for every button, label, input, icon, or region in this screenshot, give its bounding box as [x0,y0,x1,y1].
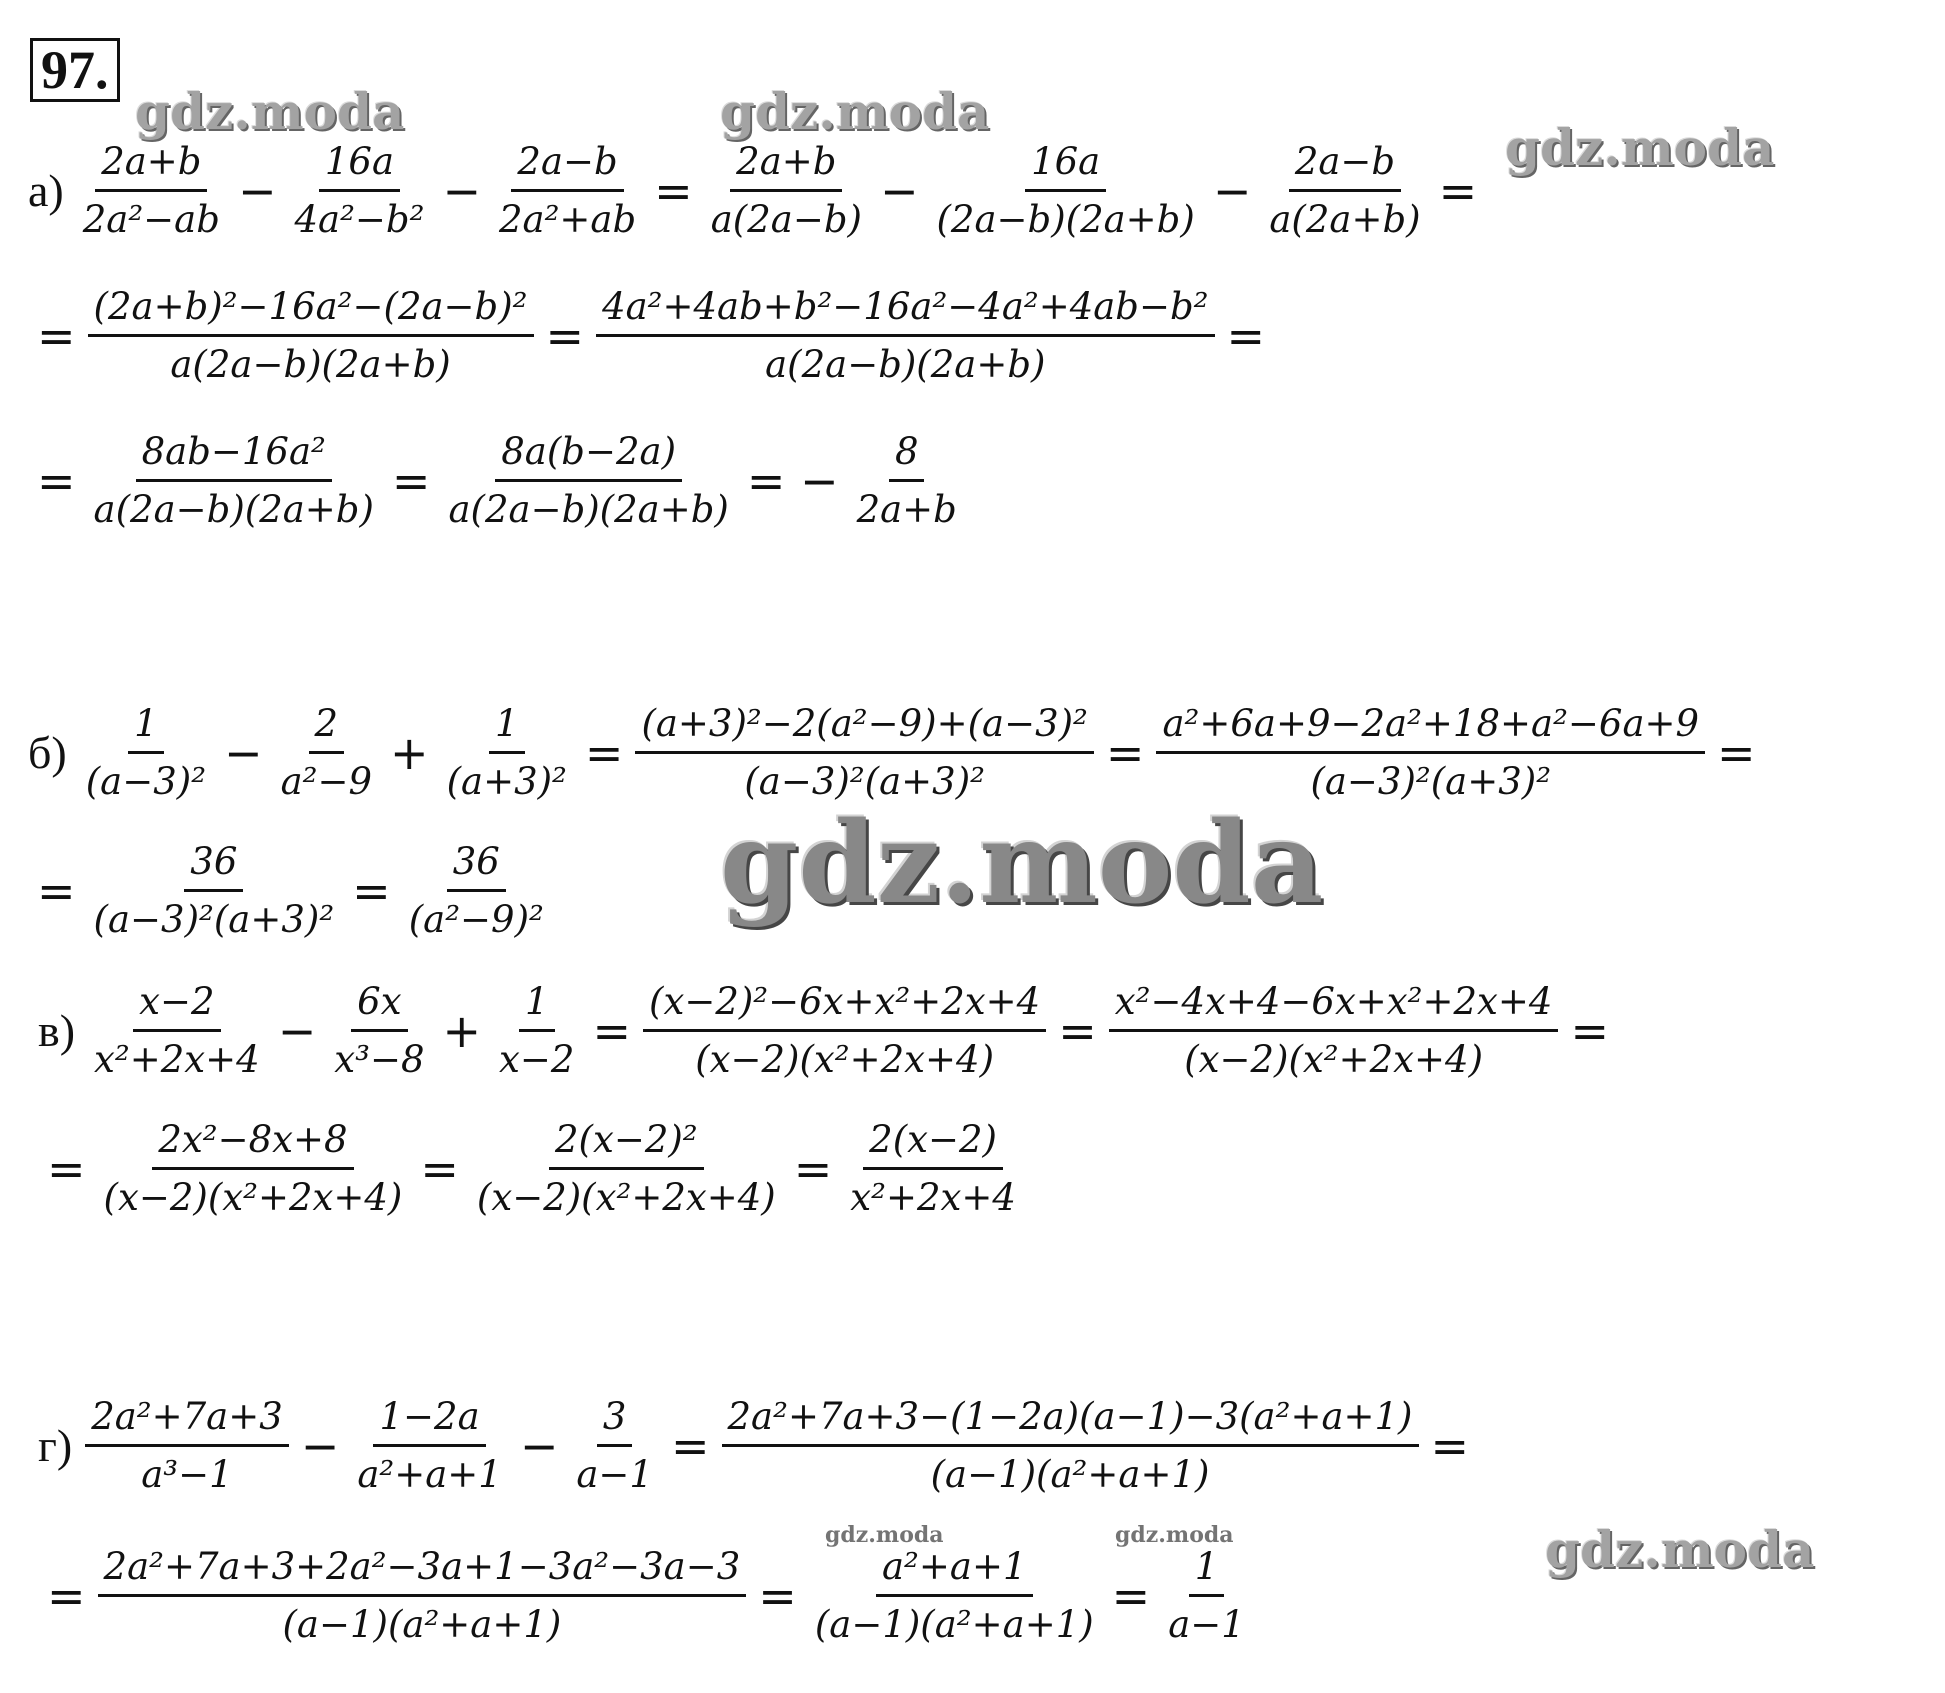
denominator: (2a−b)(2a+b) [936,198,1195,241]
part-v-line-1 [38,980,1618,1081]
watermark-logo: gdz.moda [1505,118,1775,177]
fraction [85,1395,289,1496]
denominator: a(2a−b)(2a+b) [170,343,451,386]
denominator: (a−3)²(a+3)² [744,760,985,803]
denominator: 4a²−b² [294,198,425,241]
fraction [844,1118,1022,1219]
fraction [77,140,226,241]
denominator: a(2a−b)(2a+b) [765,343,1046,386]
operator: − [300,1418,340,1473]
part-a-line-2 [28,285,1274,386]
operator: − [879,163,919,218]
denominator: (x−2)(x²+2x+4) [103,1176,403,1219]
numerator: (a+3)²−2(a²−9)+(a−3)² [635,702,1093,754]
denominator: x−2 [499,1038,575,1081]
numerator: 2a+b [730,140,842,192]
numerator: 2a²+7a+3−(1−2a)(a−1)−3(a²+a+1) [722,1395,1419,1447]
fraction [809,1545,1100,1646]
numerator: 2a+b [95,140,207,192]
operator: − [519,1418,559,1473]
equals-sign: = [391,453,431,508]
watermark-logo: gdz.moda [720,82,990,141]
fraction [98,1118,409,1219]
fraction [1162,1545,1251,1646]
denominator: a−1 [576,1453,653,1496]
equals-sign: = [1058,1003,1097,1058]
denominator: (a−3)² [85,760,207,803]
fraction [1109,980,1559,1081]
fraction [851,430,963,531]
denominator: 2a²+ab [498,198,637,241]
numerator: 4a²+4ab+b²−16a²−4a²+4ab−b² [596,285,1214,337]
denominator: a(2a−b)(2a+b) [448,488,729,531]
numerator: 1 [519,980,555,1032]
denominator: (x−2)(x²+2x+4) [476,1176,776,1219]
numerator: 2a−b [511,140,623,192]
denominator: (a−1)(a²+a+1) [930,1453,1210,1496]
numerator: 2a−b [1289,140,1401,192]
denominator: a(2a−b)(2a+b) [93,488,374,531]
denominator: a(2a+b) [1269,198,1421,241]
equals-sign: = [758,1568,797,1623]
numerator: 2(x−2) [863,1118,1003,1170]
denominator: (a−3)²(a+3)² [1310,760,1552,803]
numerator: 16a [1025,140,1106,192]
fraction [493,140,642,241]
equals-sign: = [420,1141,459,1196]
denominator: (a−3)²(a+3)² [93,898,335,941]
equals-sign: = [584,725,624,780]
part-g-line-1 [38,1395,1478,1496]
denominator: (x−2)(x²+2x+4) [695,1038,995,1081]
part-label: а) [28,165,64,216]
numerator: 16a [319,140,400,192]
fraction [288,140,430,241]
fraction [351,1395,508,1496]
part-label: в) [38,1005,76,1056]
part-v-line-2 [38,1118,1025,1219]
fraction [441,702,573,803]
equals-sign: = [47,1141,86,1196]
denominator: (a+3)² [446,760,567,803]
part-a-line-1 [28,140,1486,241]
denominator: (x−2)(x²+2x+4) [1184,1038,1484,1081]
watermark-logo: gdz.moda [825,1522,944,1548]
part-label: б) [28,727,67,778]
denominator: a−1 [1168,1603,1245,1646]
fraction [88,980,266,1081]
operator: − [277,1003,317,1058]
fraction [705,140,868,241]
operator: − [237,163,277,218]
numerator: 8 [889,430,925,482]
numerator: 1 [1189,1545,1225,1597]
denominator: 2a²−ab [82,198,220,241]
equals-sign: = [1105,725,1145,780]
fraction [635,702,1093,803]
denominator: x³−8 [334,1038,425,1081]
fraction [930,140,1200,241]
numerator: (x−2)²−6x+x²+2x+4 [643,980,1046,1032]
operator: − [224,725,263,780]
fraction [471,1118,782,1219]
equals-sign: = [654,163,693,218]
fraction [1263,140,1426,241]
operator: + [390,725,429,780]
part-b-line-2 [28,840,553,941]
watermark-logo: gdz.moda [720,798,1324,929]
numerator: 8a(b−2a) [495,430,682,482]
equals-sign: = [37,308,76,363]
numerator: a²+6a+9−2a²+18+a²−6a+9 [1156,702,1705,754]
fraction [570,1395,659,1496]
numerator: 6x [351,980,407,1032]
operator: − [442,163,481,218]
fraction [493,980,580,1081]
equals-sign: = [352,863,391,918]
denominator: (a−1)(a²+a+1) [814,1603,1094,1646]
numerator: x−2 [133,980,220,1032]
operator: − [1212,163,1252,218]
equals-sign: = [1111,1568,1151,1623]
numerator: 2a²+7a+3+2a²−3a+1−3a²−3a−3 [98,1545,747,1597]
fraction [328,980,430,1081]
numerator: 3 [597,1395,633,1447]
equals-sign: = [1438,163,1478,218]
fraction [88,430,380,531]
fraction [442,430,734,531]
fraction [722,1395,1419,1496]
equals-sign: = [47,1568,86,1623]
numerator: x²−4x+4−6x+x²+2x+4 [1109,980,1559,1032]
equals-sign: = [592,1003,632,1058]
equals-sign: = [1430,1418,1470,1473]
operator: + [442,1003,482,1058]
numerator: 36 [447,840,506,892]
denominator: x²+2x+4 [850,1176,1016,1219]
denominator: a(2a−b) [710,198,862,241]
denominator: x²+2x+4 [94,1038,260,1081]
watermark-logo: gdz.moda [1545,1520,1815,1579]
problem-number: 97. [30,38,120,102]
fraction [80,702,212,803]
fraction [88,285,534,386]
numerator: 2(x−2)² [549,1118,704,1170]
fraction [403,840,550,941]
equals-sign: = [1226,308,1266,363]
numerator: 1 [489,702,525,754]
numerator: 2a²+7a+3 [85,1395,289,1447]
equals-sign: = [37,453,76,508]
equals-sign: = [670,1418,710,1473]
fraction [596,285,1214,386]
numerator: 1−2a [373,1395,485,1447]
fraction [88,840,341,941]
denominator: a²−9 [280,760,373,803]
fraction [98,1545,747,1646]
equals-sign: = [37,863,76,918]
denominator: a²+a+1 [357,1453,502,1496]
fraction [275,702,378,803]
part-b-line-1 [28,702,1765,803]
part-g-line-2 [38,1545,1254,1646]
denominator: a³−1 [141,1453,233,1496]
denominator: (a−1)(a²+a+1) [282,1603,562,1646]
part-a-line-3 [28,430,966,531]
watermark-logo: gdz.moda [1115,1522,1234,1548]
numerator: 8ab−16a² [136,430,332,482]
equals-sign: = [1570,1003,1610,1058]
fraction [1156,702,1705,803]
equals-sign: = [793,1141,833,1196]
watermark-logo: gdz.moda [135,82,405,141]
numerator: a²+a+1 [876,1545,1033,1597]
denominator: (a²−9)² [408,898,544,941]
numerator: 36 [184,840,243,892]
part-label: г) [38,1420,73,1471]
equals-sign: = [1717,725,1756,780]
equals-sign: = [545,308,585,363]
equals-sign: = − [746,453,839,508]
numerator: 2x²−8x+8 [152,1118,353,1170]
numerator: 2 [309,702,345,754]
denominator: 2a+b [856,488,957,531]
numerator: 1 [128,702,164,754]
fraction [643,980,1046,1081]
numerator: (2a+b)²−16a²−(2a−b)² [88,285,534,337]
